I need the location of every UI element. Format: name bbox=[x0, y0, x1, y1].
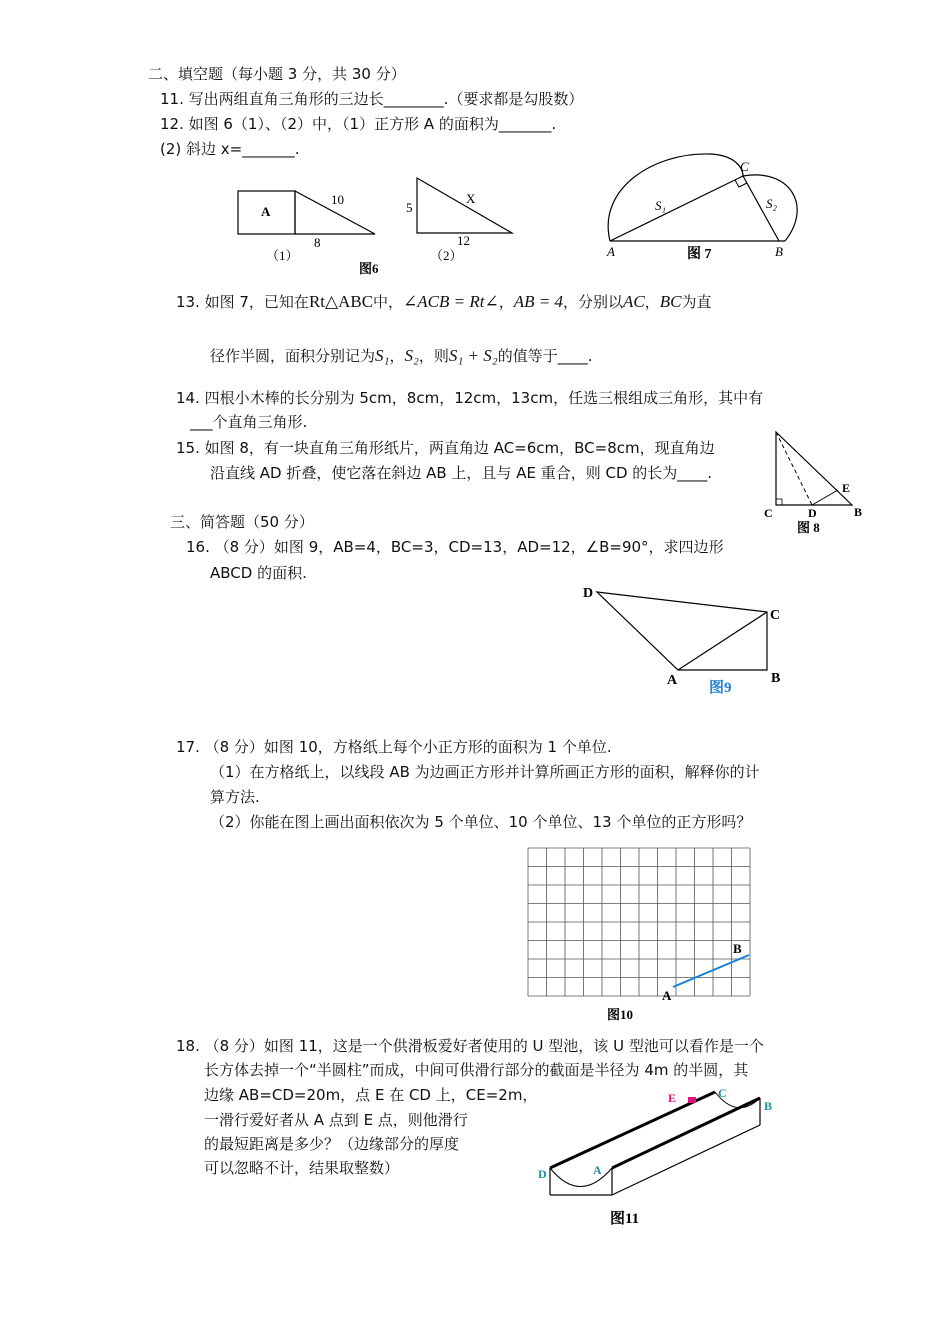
fig7-label-c: C bbox=[740, 159, 749, 174]
q13-ab: AB = 4 bbox=[513, 292, 563, 311]
figure-9 bbox=[575, 580, 795, 700]
fig6-left-2: 5 bbox=[406, 200, 413, 215]
fig6-base-2: 12 bbox=[457, 233, 470, 248]
figure-6 bbox=[230, 168, 530, 280]
figure-10 bbox=[520, 842, 760, 1027]
fig6-label-1: （1） bbox=[266, 248, 299, 263]
q13-s2: S₂ bbox=[404, 346, 419, 365]
question-17-line-2: （1）在方格纸上，以线段 AB 为边画正方形并计算所画正方形的面积，解释你的计 bbox=[210, 763, 760, 781]
question-18-line-4: 一滑行爱好者从 A 点到 E 点，则他滑行 bbox=[204, 1111, 468, 1129]
fig11-label-b: B bbox=[764, 1099, 773, 1113]
question-18-line-6: 可以忽略不计，结果取整数） bbox=[204, 1159, 400, 1177]
fig8-label-e: E bbox=[842, 481, 851, 495]
q13-angle: ∠ACB = Rt∠ bbox=[403, 292, 499, 311]
fig6-hyp-1: 10 bbox=[331, 192, 344, 207]
q13-text-1: 13. 如图 7，已知在 bbox=[176, 293, 309, 311]
q13-ac: AC bbox=[623, 292, 645, 311]
question-18-line-2: 长方体去掉一个“半圆柱”而成，中间可供滑行部分的截面是半径为 4m 的半圆，其 bbox=[204, 1061, 749, 1079]
fig6-square-label: A bbox=[261, 204, 271, 219]
fig9-label-c: C bbox=[770, 608, 781, 623]
fig8-caption: 图 8 bbox=[797, 520, 820, 535]
q13-text-5: ， bbox=[644, 293, 660, 311]
fig10-caption: 图10 bbox=[607, 1007, 634, 1022]
fig11-caption: 图11 bbox=[610, 1211, 640, 1227]
question-15-line-1: 15. 如图 8，有一块直角三角形纸片，两直角边 AC=6cm，BC=8cm，现直角边 bbox=[176, 439, 715, 457]
question-13-line-2 bbox=[210, 346, 592, 366]
fig7-caption: 图 7 bbox=[687, 247, 712, 262]
question-16-line-2: ABCD 的面积. bbox=[210, 564, 307, 582]
fig10-label-b: B bbox=[733, 941, 742, 956]
question-12-line-1: 12. 如图 6（1）、（2）中，（1）正方形 A 的面积为_______. bbox=[160, 115, 557, 133]
question-18-line-1: 18. （8 分）如图 11，这是一个供滑板爱好者使用的 U 型池，该 U 型池可以看作是一个 bbox=[176, 1037, 764, 1055]
fig11-label-d: D bbox=[538, 1167, 547, 1181]
q13-text-4: ，分别以 bbox=[563, 293, 624, 311]
q13-text-3: ， bbox=[498, 293, 514, 311]
section-3-title: 三、简答题（50 分） bbox=[170, 513, 314, 531]
fig11-label-a: A bbox=[593, 1163, 602, 1177]
question-14-line-1: 14. 四根小木棒的长分别为 5cm，8cm，12cm，13cm，任选三根组成三角形，其中有 bbox=[176, 389, 764, 407]
fig9-label-b: B bbox=[771, 671, 781, 686]
segment-ab bbox=[673, 955, 749, 987]
fig11-label-e: E bbox=[668, 1091, 677, 1105]
fig11-label-c: C bbox=[718, 1086, 727, 1100]
q13-bc: BC bbox=[659, 292, 682, 311]
question-12-line-2: (2) 斜边 x=_______. bbox=[160, 140, 300, 158]
grid bbox=[528, 848, 750, 996]
fig7-label-s1: S₁ bbox=[655, 198, 667, 213]
question-13-line-1 bbox=[176, 292, 712, 312]
point-e-marker bbox=[688, 1097, 696, 1103]
q13-s1: S₁ bbox=[375, 346, 390, 365]
question-17-line-1: 17. （8 分）如图 10，方格纸上每个小正方形的面积为 1 个单位. bbox=[176, 738, 612, 756]
fig8-label-d: D bbox=[808, 506, 817, 520]
fig9-label-a: A bbox=[667, 673, 678, 688]
q13-sum: S₁ + S₂ bbox=[448, 346, 498, 365]
q13-text-8: ， bbox=[389, 347, 405, 365]
fig9-label-d: D bbox=[583, 586, 594, 601]
section-2-title: 二、填空题（每小题 3 分，共 30 分） bbox=[148, 65, 406, 83]
figure-7 bbox=[595, 148, 815, 268]
q13-text-9: ，则 bbox=[418, 347, 449, 365]
question-17-line-4: （2）你能在图上画出面积依次为 5 个单位、10 个单位、13 个单位的正方形吗？ bbox=[210, 813, 752, 831]
question-15-line-2: 沿直线 AD 折叠，使它落在斜边 AB 上，且与 AE 重合，则 CD 的长为____. bbox=[210, 464, 713, 482]
question-16-line-1: 16. （8 分）如图 9，AB=4，BC=3，CD=13，AD=12，∠B=90°，求四边形 bbox=[186, 538, 724, 556]
fig6-caption: 图6 bbox=[359, 261, 379, 276]
figure-11 bbox=[530, 1080, 790, 1230]
fig9-caption: 图9 bbox=[709, 680, 732, 696]
question-18-line-3: 边缘 AB=CD=20m，点 E 在 CD 上，CE=2m， bbox=[204, 1086, 538, 1104]
question-17-line-3: 算方法. bbox=[210, 788, 260, 806]
fig7-label-b: B bbox=[775, 244, 783, 259]
q13-text-6: 为直 bbox=[681, 293, 712, 311]
question-18-line-5: 的最短距离是多少？（边缘部分的厚度 bbox=[204, 1135, 460, 1153]
fig8-label-b: B bbox=[854, 505, 863, 519]
q13-text-10: 的值等于____. bbox=[497, 347, 593, 365]
fig6-label-2: （2） bbox=[430, 248, 463, 263]
question-11: 11. 写出两组直角三角形的三边长________.（要求都是勾股数） bbox=[160, 90, 584, 108]
fig7-label-s2: S₂ bbox=[766, 196, 778, 211]
fig10-label-a: A bbox=[662, 988, 672, 1003]
fig7-label-a: A bbox=[607, 244, 615, 259]
q13-text-2: 中， bbox=[373, 293, 404, 311]
fig6-hyp-2: X bbox=[466, 191, 476, 206]
q13-rt-abc: Rt△ABC bbox=[308, 292, 374, 311]
question-14-line-2: ___个直角三角形. bbox=[190, 413, 308, 431]
q13-text-7: 径作半圆，面积分别记为 bbox=[210, 347, 376, 365]
fig8-label-c: C bbox=[764, 506, 773, 520]
figure-8 bbox=[760, 426, 870, 538]
fig6-base-1: 8 bbox=[314, 235, 321, 250]
